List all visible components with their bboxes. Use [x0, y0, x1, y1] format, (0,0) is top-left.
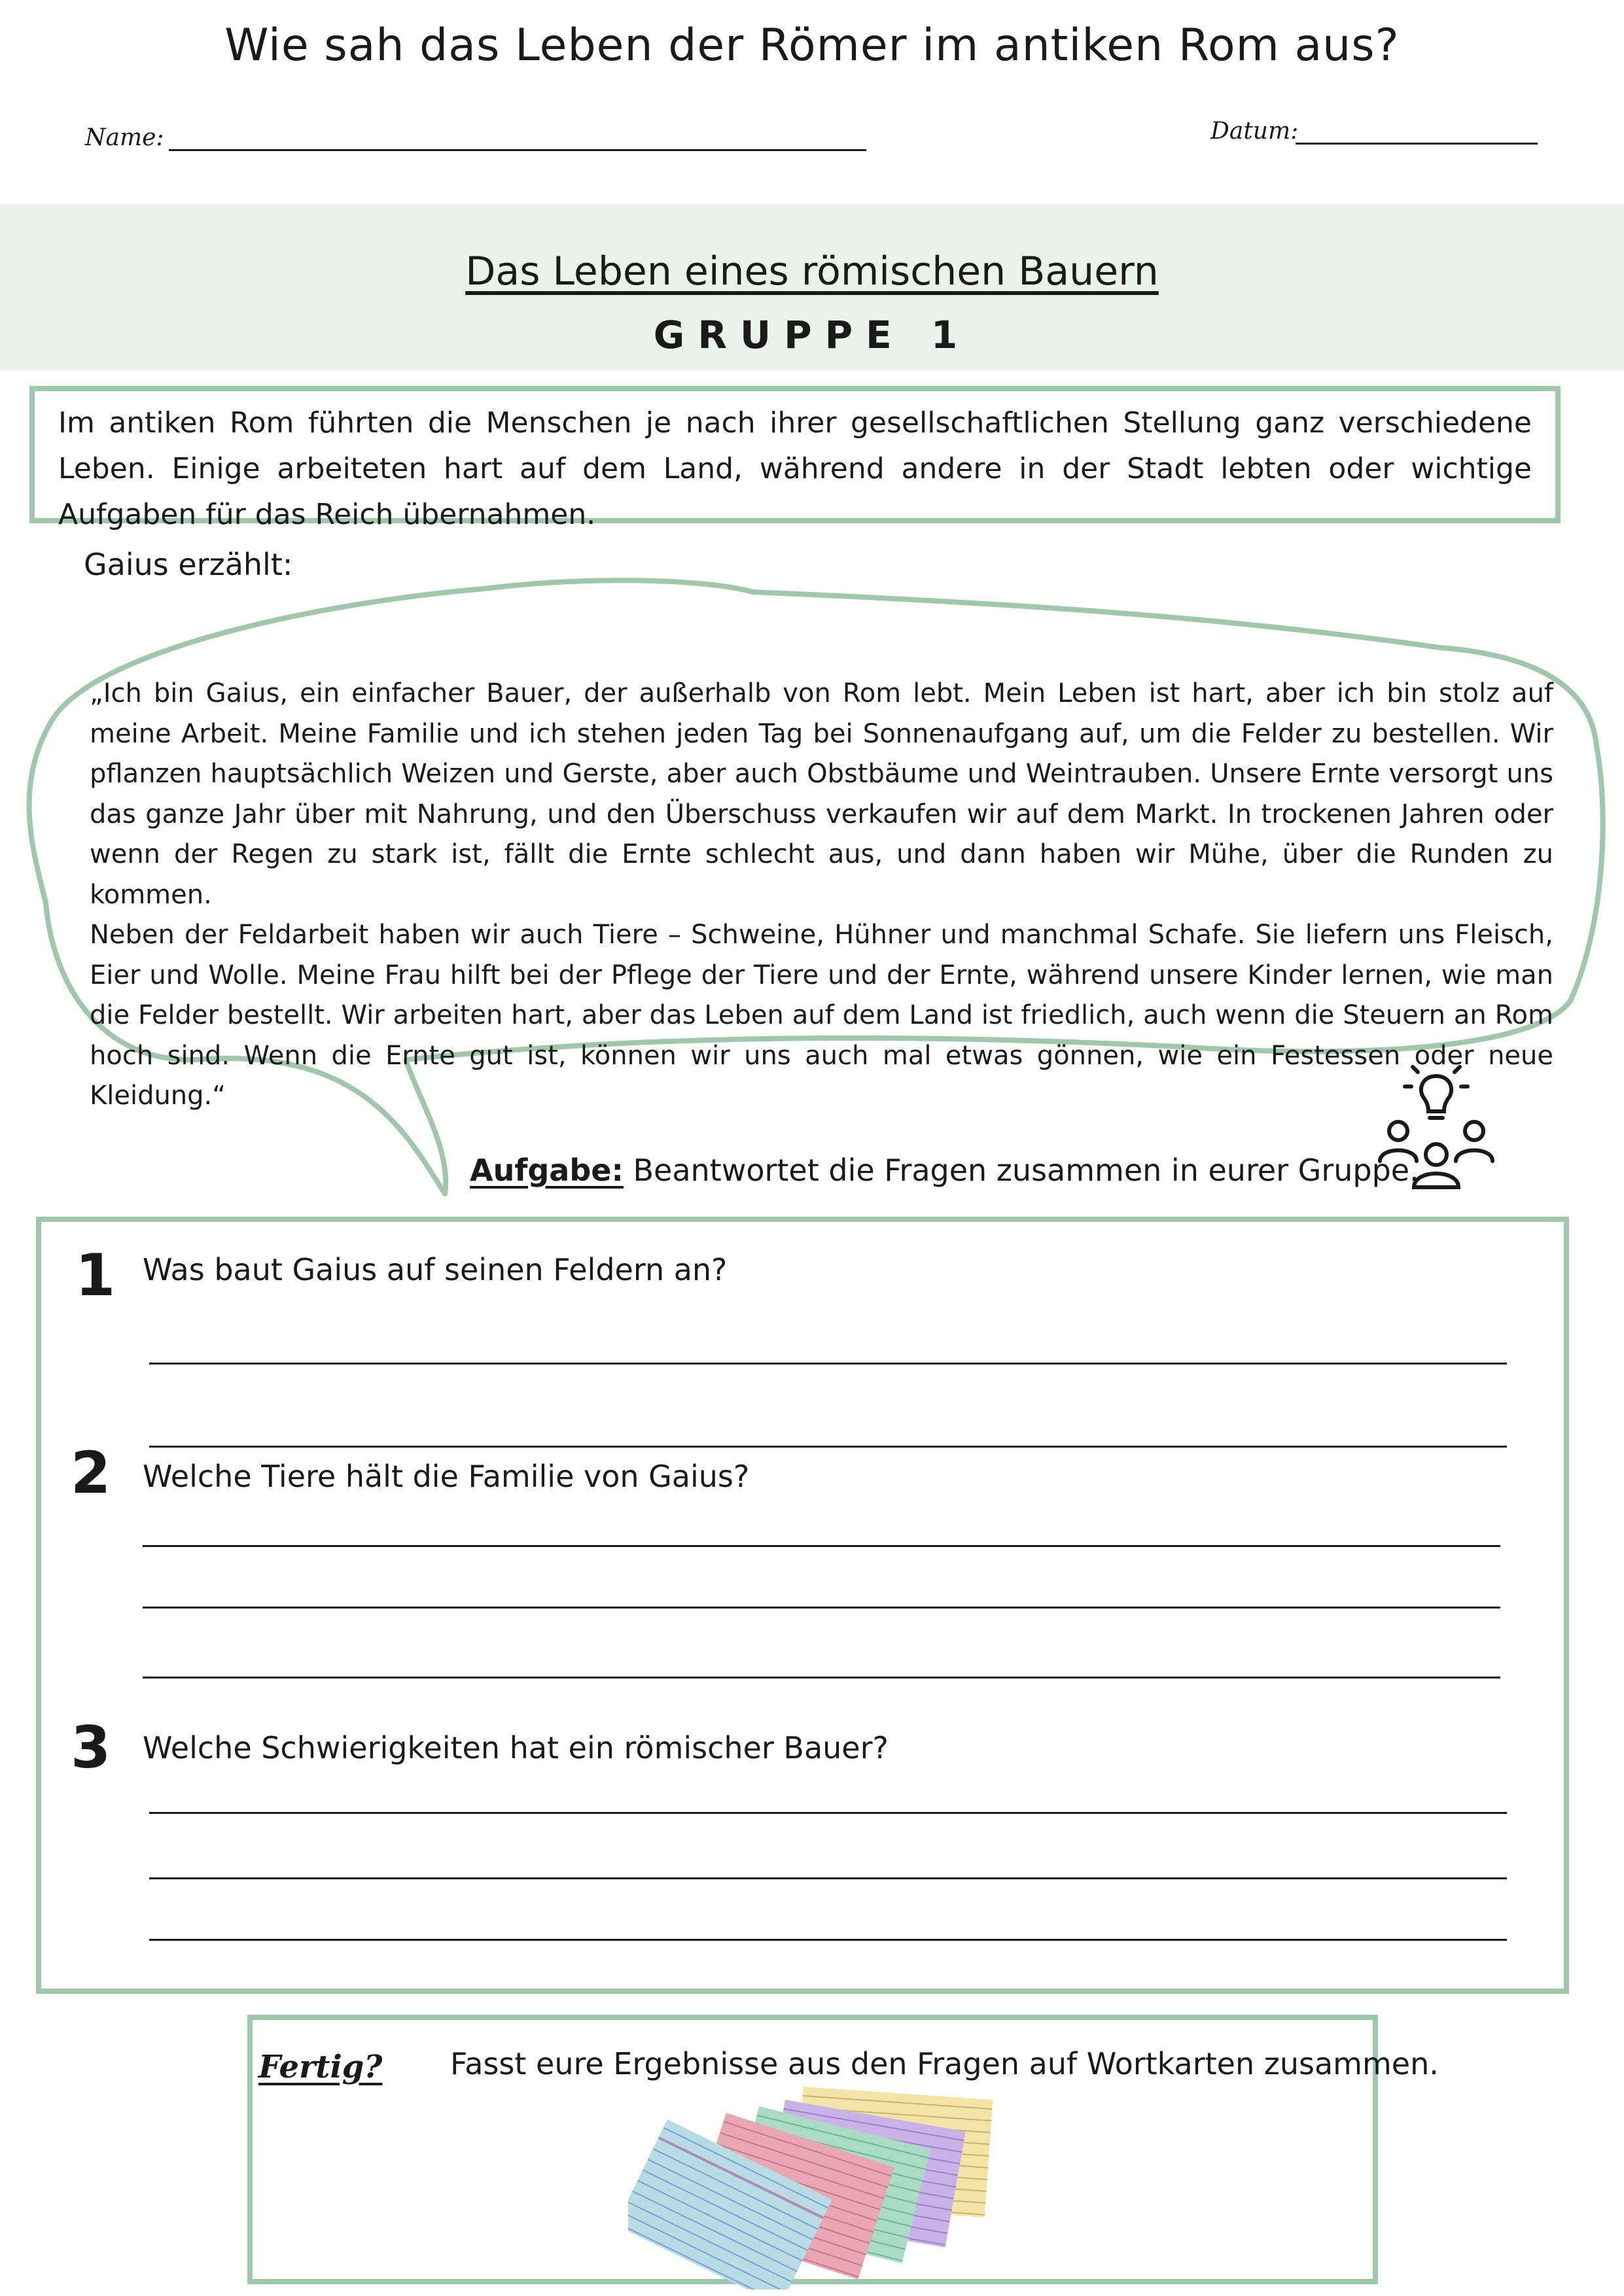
task-label: Aufgabe: [470, 1153, 624, 1188]
intro-text: Im antiken Rom führten die Menschen je nach ihrer gesellschaftlichen Stellung ganz verschiedene Leben. Einige arbeiteten hart auf dem Land, während andere in der Stadt lebten oder wichtige Aufgaben für das Reich übernahmen. [58, 406, 1532, 531]
section-subtitle: Das Leben eines römischen Bauern [465, 249, 1159, 294]
question-text-1: Was baut Gaius auf seinen Feldern an? [143, 1252, 728, 1287]
narrator-label: Gaius erzählt: [84, 547, 293, 582]
task-text: Beantwortet die Fragen zusammen in eurer Gruppe. [633, 1153, 1419, 1188]
answer-line[interactable] [149, 1446, 1507, 1448]
question-number-2: 2 [71, 1439, 111, 1506]
date-field[interactable] [1296, 143, 1538, 145]
story-paragraph-1: „Ich bin Gaius, ein einfacher Bauer, der außerhalb von Rom lebt. Mein Leben ist hart, aber ich bin stolz auf meine Arbeit. Meine Familie und ich stehen jeden Tag bei Sonnenaufgang auf, um die Felder zu bestellen. Wir pflanzen hauptsächlich Weizen und Gerste, aber auch Obstbäume und Weintrauben. Unsere Ernte versorgt uns das ganze Jahr über mit Nahrung, und den Überschuss verkaufen wir auf dem Markt. In trockenen Jahren oder wenn der Regen zu stark ist, fällt die Ernte schlecht aus, und dann haben wir Mühe, über die Runden zu kommen. [90, 678, 1553, 910]
group-heading: GRUPPE 1 [653, 313, 971, 357]
question-number-3: 3 [71, 1714, 111, 1781]
done-label: Fertig? [258, 2049, 383, 2085]
name-field[interactable] [169, 149, 866, 151]
answer-line[interactable] [143, 1677, 1500, 1679]
page-title: Wie sah das Leben der Römer im antiken Rom aus? [224, 20, 1400, 71]
answer-line[interactable] [149, 1877, 1507, 1879]
question-text-2: Welche Tiere hält die Familie von Gaius? [143, 1459, 750, 1494]
name-label: Name: [85, 124, 164, 151]
story-text [90, 674, 1553, 1117]
date-label: Datum: [1210, 118, 1299, 145]
story-paragraph-2: Neben der Feldarbeit haben wir auch Tiere – Schweine, Hühner und manchmal Schafe. Sie liefern uns Fleisch, Eier und Wolle. Meine Frau hilft bei der Pflege der Tiere und der Ernte, während unsere Kinder lernen, wie man die Felder bestellt. Wir arbeiten hart, aber das Leben auf dem Land ist friedlich, auch wenn die Steuern an Rom hoch sind. Wenn die Ernte gut ist, können wir uns auch mal etwas gönnen, wie ein Festessen oder neue Kleidung.“ [90, 920, 1553, 1111]
index-cards-illustration [628, 2080, 1008, 2289]
answer-line[interactable] [149, 1812, 1507, 1814]
answer-line[interactable] [143, 1607, 1500, 1609]
question-number-1: 1 [75, 1242, 116, 1309]
done-text: Fasst eure Ergebnisse aus den Fragen auf Wortkarten zusammen. [450, 2046, 1439, 2081]
question-text-3: Welche Schwierigkeiten hat ein römischer Bauer? [143, 1730, 889, 1765]
answer-line[interactable] [149, 1363, 1507, 1365]
answer-line[interactable] [143, 1545, 1500, 1547]
task-instruction [470, 1153, 1419, 1188]
answer-line[interactable] [149, 1939, 1507, 1941]
group-lightbulb-icon [1371, 1063, 1502, 1194]
intro-box [29, 386, 1561, 531]
